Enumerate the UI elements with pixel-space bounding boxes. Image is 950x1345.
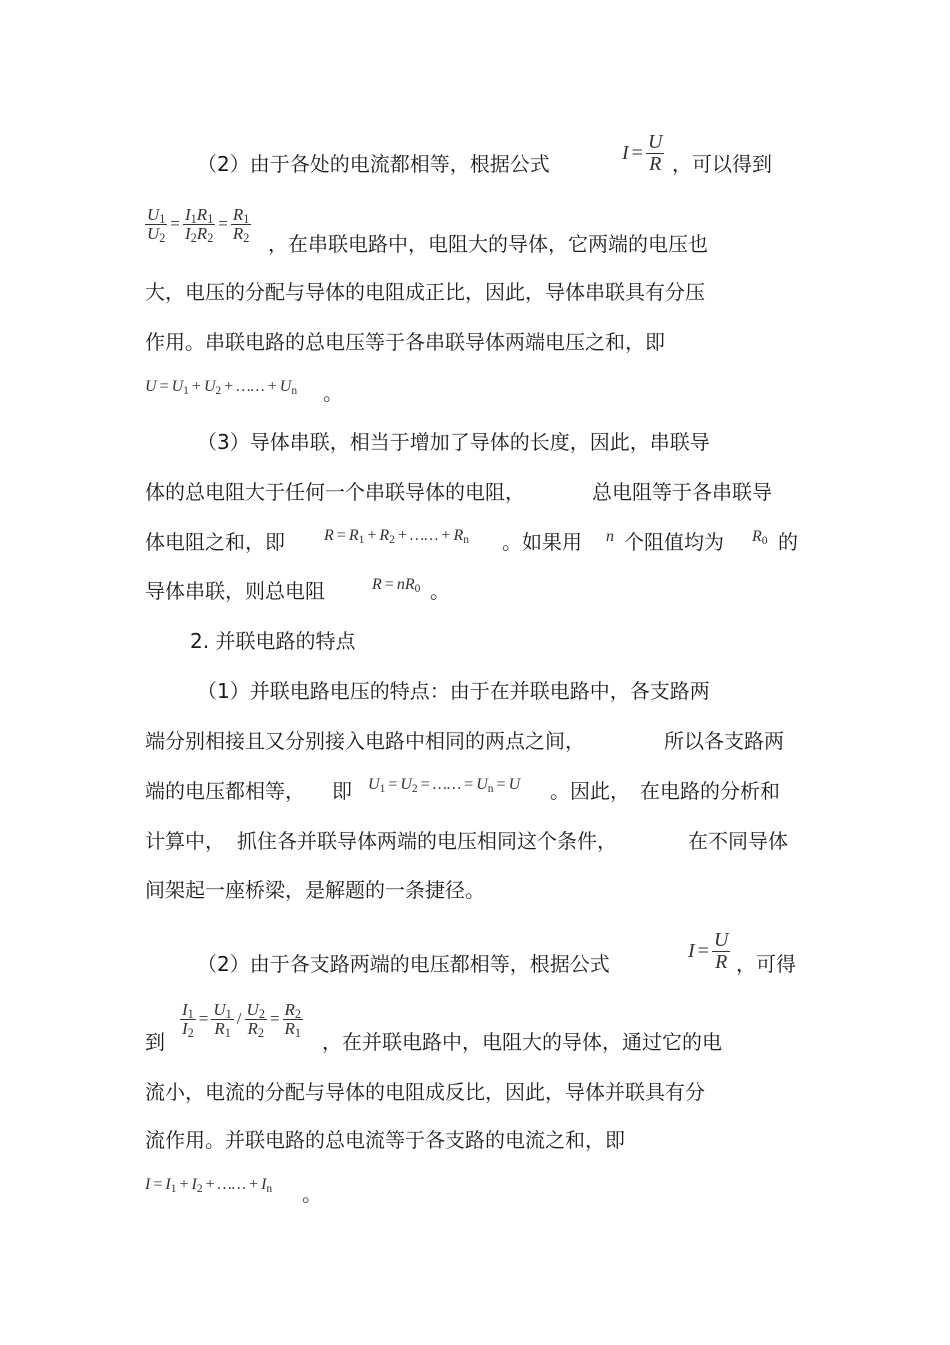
formula-current-ratio: $\frac{I_1}{I_2}$ = $\frac{U_1}{R_1}$ / $\frac{U_2}{R_2}$ = $\frac{R_2}{R_1}$ — [182, 1000, 302, 1040]
parallel-p2-line2-dao: 到 — [145, 1030, 165, 1054]
parallel-p1-line2-tail: 所以各支路两 — [664, 729, 784, 753]
formula-voltage-ratio: $\frac{U_1}{U_2}$ = $\frac{I_1R_1}{I_2R_2}$ = $\frac{R_1}{R_2}$ — [147, 205, 250, 245]
parallel-p1-line3: 端的电压都相等， — [145, 779, 305, 803]
series-p3-line3-b: 个阻值均为 — [624, 530, 724, 554]
parallel-p1-line4-b: 抓住各并联导体两端的电压相同这个条件， — [237, 829, 617, 853]
formula-total-current-parallel: $I = I_1 + I_2$ + …… + $I_n$ — [145, 1176, 273, 1195]
parallel-p2-line5-end: 。 — [302, 1182, 322, 1206]
formula-total-voltage-series: $U = U_1 + U_2$ + …… + $U_n$ — [145, 378, 298, 397]
series-p2-line1-tail: ，可以得到 — [672, 152, 772, 176]
formula-ohms-law-2: I = $\frac{U}{R}$ — [688, 929, 729, 973]
formula-ohms-law-1: I = $\frac{U}{R}$ — [622, 131, 663, 175]
parallel-p1-line5: 间架起一座桥梁，是解题的一条捷径。 — [145, 878, 485, 902]
parallel-p2-line3: 流小，电流的分配与导体的电阻成反比，因此，导体并联具有分 — [145, 1080, 705, 1104]
series-p2-line3: 大，电压的分配与导体的电阻成正比，因此，导体串联具有分压 — [145, 280, 705, 304]
series-p2-line4: 作用。串联电路的总电压等于各串联导体两端电压之和，即 — [145, 330, 665, 354]
parallel-p1-line2: 端分别相接且又分别接入电路中相同的两点之间， — [145, 729, 585, 753]
formula-r0: $R_0$ — [752, 528, 768, 547]
formula-equal-voltages: $U_1 = U_2$ = …… = $U_n = U$ — [368, 776, 521, 795]
parallel-p2-line2: ，在并联电路中，电阻大的导体，通过它的电 — [322, 1030, 722, 1054]
series-p3-line3-a: 。如果用 — [502, 530, 582, 554]
parallel-p2-line1: （2）由于各支路两端的电压都相等，根据公式 — [197, 952, 610, 976]
parallel-p1-line3-ji: 即 — [332, 779, 352, 803]
series-p3-line2: 体的总电阻大于任何一个串联导体的电阻， — [145, 480, 525, 504]
series-p3-line3: 体电阻之和，即 — [145, 530, 285, 554]
series-p3-line3-c: 的 — [778, 530, 798, 554]
formula-r-equals-nr0: $R = nR_0$ — [372, 576, 421, 595]
parallel-p2-line1-tail: ，可得 — [736, 952, 796, 976]
parallel-p1-line3-b: 。因此， — [550, 779, 630, 803]
parallel-p2-line4: 流作用。并联电路的总电流等于各支路的电流之和，即 — [145, 1128, 625, 1152]
series-p3-line2-tail: 总电阻等于各串联导 — [592, 480, 772, 504]
series-p2-line1: （2）由于各处的电流都相等，根据公式 — [197, 152, 550, 176]
series-p2-line5-end: 。 — [323, 381, 343, 405]
series-p2-line2: ，在串联电路中，电阻大的导体，它两端的电压也 — [268, 232, 708, 256]
parallel-p1-line4-c: 在不同导体 — [688, 829, 788, 853]
parallel-p1-line1: （1）并联电路电压的特点：由于在并联电路中，各支路两 — [197, 679, 710, 703]
formula-n: n — [606, 528, 614, 545]
series-p3-line4: 导体串联，则总电阻 — [145, 579, 325, 603]
parallel-p1-line3-c: 在电路的分析和 — [640, 779, 780, 803]
parallel-heading: 2. 并联电路的特点 — [190, 629, 356, 653]
formula-total-resistance-series: $R = R_1 + R_2$ + …… + $R_n$ — [324, 527, 469, 546]
parallel-p1-line4: 计算中， — [145, 829, 225, 853]
series-p3-line4-end: 。 — [430, 579, 450, 603]
series-p3-line1: （3）导体串联，相当于增加了导体的长度，因此，串联导 — [197, 430, 710, 454]
